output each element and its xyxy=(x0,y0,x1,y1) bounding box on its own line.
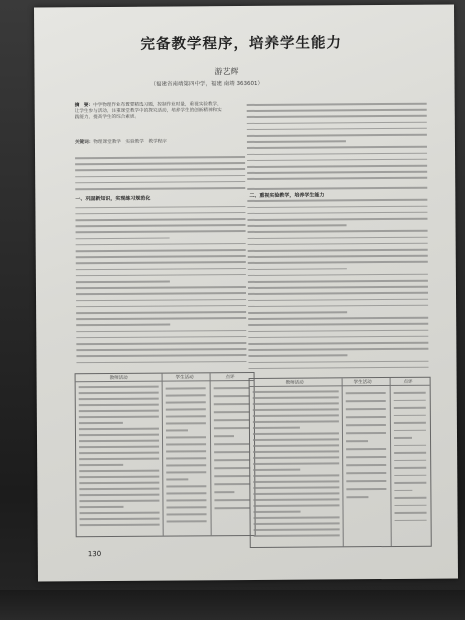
body-text-line xyxy=(76,286,246,289)
body-text-line xyxy=(76,237,170,239)
table-cell-line xyxy=(346,440,368,442)
table-cell-line xyxy=(214,507,250,509)
body-text-line xyxy=(76,354,246,357)
table-cell-line xyxy=(166,394,206,396)
body-text-line xyxy=(247,218,427,221)
table-cell-line xyxy=(253,408,339,410)
body-text-line xyxy=(76,305,246,308)
table-cell-line xyxy=(166,485,206,487)
table-cell-line xyxy=(80,524,160,526)
body-text-line xyxy=(76,330,246,333)
body-text-line xyxy=(247,146,427,149)
table-cell-line xyxy=(394,407,426,409)
table-right-header-student: 学生活动 xyxy=(353,380,372,386)
table-cell-line xyxy=(394,489,412,491)
table-cell-line xyxy=(253,432,339,434)
table-cell-line xyxy=(214,387,250,389)
table-cell-line xyxy=(254,516,340,518)
table-left-header-teacher: 教师活动 xyxy=(109,375,128,381)
table-cell-line xyxy=(346,448,386,450)
table-cell-line xyxy=(166,478,188,480)
body-text-line xyxy=(247,109,427,112)
table-cell-line xyxy=(394,497,426,499)
table-cell-line xyxy=(214,403,250,405)
body-text-line xyxy=(247,177,427,180)
table-cell-line xyxy=(214,491,234,493)
table-cell-line xyxy=(79,422,123,424)
table-cell-line xyxy=(254,534,340,536)
table-cell-line xyxy=(214,443,250,445)
body-text-line xyxy=(248,230,428,233)
body-text-line xyxy=(75,206,245,209)
body-text-line xyxy=(76,292,246,295)
body-text-line xyxy=(76,336,246,339)
table-cell-line xyxy=(254,511,301,513)
table-cell-line xyxy=(253,390,339,392)
table-cell-line xyxy=(394,399,426,401)
keywords-label: 关键词： xyxy=(74,140,94,146)
body-text-line xyxy=(247,121,427,124)
table-cell-line xyxy=(166,499,206,501)
table-cell-line xyxy=(167,520,207,522)
body-text-line xyxy=(248,286,428,289)
table-cell-line xyxy=(214,451,250,453)
keywords-text: 物理课堂教学 实验教学 教学程序 xyxy=(93,139,167,146)
abstract xyxy=(75,102,225,122)
body-text-line xyxy=(247,140,346,142)
body-text-line xyxy=(247,159,427,162)
body-text-line xyxy=(248,298,428,301)
body-text-line xyxy=(248,317,428,320)
table-right-header-teacher: 教师活动 xyxy=(285,380,304,386)
table-cell-line xyxy=(79,452,159,454)
body-text-line xyxy=(76,348,246,351)
table-cell-line xyxy=(166,415,206,417)
body-text-line xyxy=(248,342,428,345)
body-text-line xyxy=(248,311,347,313)
body-text-line xyxy=(76,255,246,258)
body-text-line xyxy=(248,360,428,363)
table-cell-line xyxy=(166,408,206,410)
table-cell-line xyxy=(214,499,250,501)
table-cell-line xyxy=(253,480,339,482)
article-author: 游艺辉 xyxy=(214,67,239,77)
table-cell-line xyxy=(346,432,386,434)
body-text-line xyxy=(248,243,428,246)
table-cell-line xyxy=(214,475,250,477)
body-text-line xyxy=(76,243,246,246)
table-cell-line xyxy=(253,498,339,500)
body-text-line xyxy=(248,224,347,226)
body-text-line xyxy=(75,187,245,190)
body-text-line xyxy=(247,165,427,168)
table-cell-line xyxy=(254,528,340,530)
table-cell-line xyxy=(253,414,339,416)
table-cell-line xyxy=(166,422,206,424)
lesson-table-right xyxy=(249,377,432,548)
body-text-line xyxy=(247,103,427,106)
table-cell-line xyxy=(394,474,426,476)
body-text-line xyxy=(75,218,245,221)
body-text-line xyxy=(248,336,428,339)
table-cell-line xyxy=(394,392,426,394)
table-cell-line xyxy=(346,480,386,482)
table-cell-line xyxy=(394,504,426,506)
table-cell-line xyxy=(79,392,159,394)
body-text-line xyxy=(76,261,246,264)
table-cell-line xyxy=(395,519,427,521)
table-cell-line xyxy=(79,434,159,436)
body-text-line xyxy=(75,181,245,184)
body-text-line xyxy=(248,355,347,357)
table-cell-line xyxy=(214,411,250,413)
body-text-line xyxy=(248,274,428,277)
table-cell-line xyxy=(79,398,159,400)
body-text-line xyxy=(248,348,428,351)
table-cell-line xyxy=(80,512,160,514)
body-text-line xyxy=(75,162,245,165)
table-cell-line xyxy=(253,450,339,452)
table-cell-line xyxy=(394,482,426,484)
table-cell-line xyxy=(346,496,368,498)
table-cell-line xyxy=(79,488,159,490)
table-cell-line xyxy=(79,476,159,478)
body-text-line xyxy=(76,230,246,233)
body-text-line xyxy=(76,274,246,277)
table-cell-line xyxy=(167,513,207,515)
table-cell-line xyxy=(166,492,206,494)
body-text-line xyxy=(248,261,428,264)
body-text-line xyxy=(247,187,427,190)
body-text-line xyxy=(247,212,427,215)
body-text-line xyxy=(247,152,427,155)
table-cell-line xyxy=(346,400,386,402)
journal-page xyxy=(34,5,458,582)
table-cell-line xyxy=(394,414,426,416)
body-text-line xyxy=(247,171,427,174)
body-text-line xyxy=(76,249,246,252)
table-cell-line xyxy=(79,428,159,430)
abstract-label: 摘 要： xyxy=(74,103,94,109)
table-cell-line xyxy=(253,438,339,440)
body-text-line xyxy=(76,281,170,283)
body-text-line xyxy=(248,255,428,258)
table-cell-line xyxy=(166,429,188,431)
table-cell-line xyxy=(214,483,250,485)
table-cell-line xyxy=(79,464,123,466)
table-cell-line xyxy=(346,408,386,410)
table-cell-line xyxy=(166,506,206,508)
body-text-line xyxy=(75,212,245,215)
body-text-line xyxy=(76,361,246,364)
body-text-line xyxy=(249,367,429,370)
table-cell-line xyxy=(253,396,339,398)
table-cell-line xyxy=(346,488,386,490)
bottom-shadow xyxy=(0,590,465,620)
body-text-line xyxy=(248,323,428,326)
table-cell-line xyxy=(253,504,339,506)
article-title: 完备教学程序，培养学生能力 xyxy=(140,34,343,53)
table-cell-line xyxy=(79,410,159,412)
table-cell-line xyxy=(253,474,339,476)
keywords xyxy=(75,138,225,145)
table-cell-line xyxy=(214,395,250,397)
table-cell-line xyxy=(394,467,426,469)
body-text-line xyxy=(248,305,428,308)
table-cell-line xyxy=(166,436,206,438)
table-cell-line xyxy=(214,467,250,469)
table-cell-line xyxy=(79,386,159,388)
table-cell-line xyxy=(346,472,386,474)
table-cell-line xyxy=(79,500,159,502)
body-text-line xyxy=(247,134,427,137)
body-text-line xyxy=(248,268,347,270)
table-cell-line xyxy=(346,392,386,394)
body-text-line xyxy=(76,342,246,345)
table-cell-line xyxy=(166,464,206,466)
page-number: 130 xyxy=(87,550,102,559)
table-cell-line xyxy=(80,518,160,520)
table-cell-line xyxy=(79,506,123,508)
table-cell-line xyxy=(253,469,300,471)
table-cell-line xyxy=(166,401,206,403)
table-cell-line xyxy=(79,416,159,418)
section-heading-1: 一、巩固新知识，实现练习规范化 xyxy=(75,195,151,203)
body-text-line xyxy=(247,199,427,202)
table-left-header-comment: 点评 xyxy=(225,375,235,381)
table-cell-line xyxy=(253,462,339,464)
author-affiliation: （福建省南靖第四中学，福建 南靖 363601） xyxy=(150,80,264,88)
table-cell-line xyxy=(394,459,426,461)
table-cell-line xyxy=(79,458,159,460)
table-cell-line xyxy=(79,440,159,442)
table-cell-line xyxy=(394,422,426,424)
body-text-line xyxy=(76,311,246,314)
body-text-line xyxy=(248,329,428,332)
table-cell-line xyxy=(253,456,339,458)
table-cell-line xyxy=(166,471,206,473)
table-cell-line xyxy=(166,387,206,389)
body-text-line xyxy=(247,115,427,118)
table-right-header-comment: 点评 xyxy=(403,379,413,385)
body-text-line xyxy=(248,236,428,239)
body-text-line xyxy=(248,249,428,252)
table-cell-line xyxy=(253,420,339,422)
body-text-line xyxy=(76,299,246,302)
table-cell-line xyxy=(79,482,159,484)
table-cell-line xyxy=(166,450,206,452)
table-cell-line xyxy=(394,452,426,454)
body-text-line xyxy=(76,224,246,227)
body-text-line xyxy=(76,268,246,271)
table-cell-line xyxy=(79,446,159,448)
table-cell-line xyxy=(254,522,340,524)
table-cell-line xyxy=(395,512,427,514)
body-text-line xyxy=(247,128,427,131)
table-left-header-student: 学生活动 xyxy=(175,375,194,381)
body-text-line xyxy=(75,156,245,159)
table-cell-line xyxy=(166,443,206,445)
body-text-line xyxy=(75,175,245,178)
table-cell-line xyxy=(214,459,250,461)
section-heading-2: 二、重视实验教学，培养学生能力 xyxy=(249,192,325,199)
table-cell-line xyxy=(394,444,426,446)
table-cell-line xyxy=(253,486,339,488)
table-cell-line xyxy=(346,456,386,458)
body-text-line xyxy=(75,168,245,171)
body-text-line xyxy=(247,205,427,208)
table-cell-line xyxy=(79,494,159,496)
table-cell-line xyxy=(346,416,386,418)
table-cell-line xyxy=(253,402,339,404)
table-cell-line xyxy=(346,464,386,466)
table-cell-line xyxy=(214,419,250,421)
table-cell-line xyxy=(166,457,206,459)
body-text-line xyxy=(248,280,428,283)
table-cell-line xyxy=(394,437,412,439)
table-cell-line xyxy=(346,424,386,426)
table-cell-line xyxy=(394,429,426,431)
table-cell-line xyxy=(214,427,250,429)
body-text-line xyxy=(76,317,246,320)
abstract-text: 中学物理作业布置要精选习题，控制作业时量，重视实验教学，让学生参与活动，注重课堂教学中的探究活动，培养学生的创新精神和实践能力，提高学生的综合素质。 xyxy=(74,102,222,121)
table-cell-line xyxy=(253,492,339,494)
table-cell-line xyxy=(79,404,159,406)
table-cell-line xyxy=(79,470,159,472)
table-cell-line xyxy=(214,435,234,437)
lesson-table-left xyxy=(75,372,256,537)
table-cell-line xyxy=(253,427,300,429)
body-text-line xyxy=(76,324,170,326)
table-cell-line xyxy=(253,444,339,446)
body-text-line xyxy=(248,292,428,295)
